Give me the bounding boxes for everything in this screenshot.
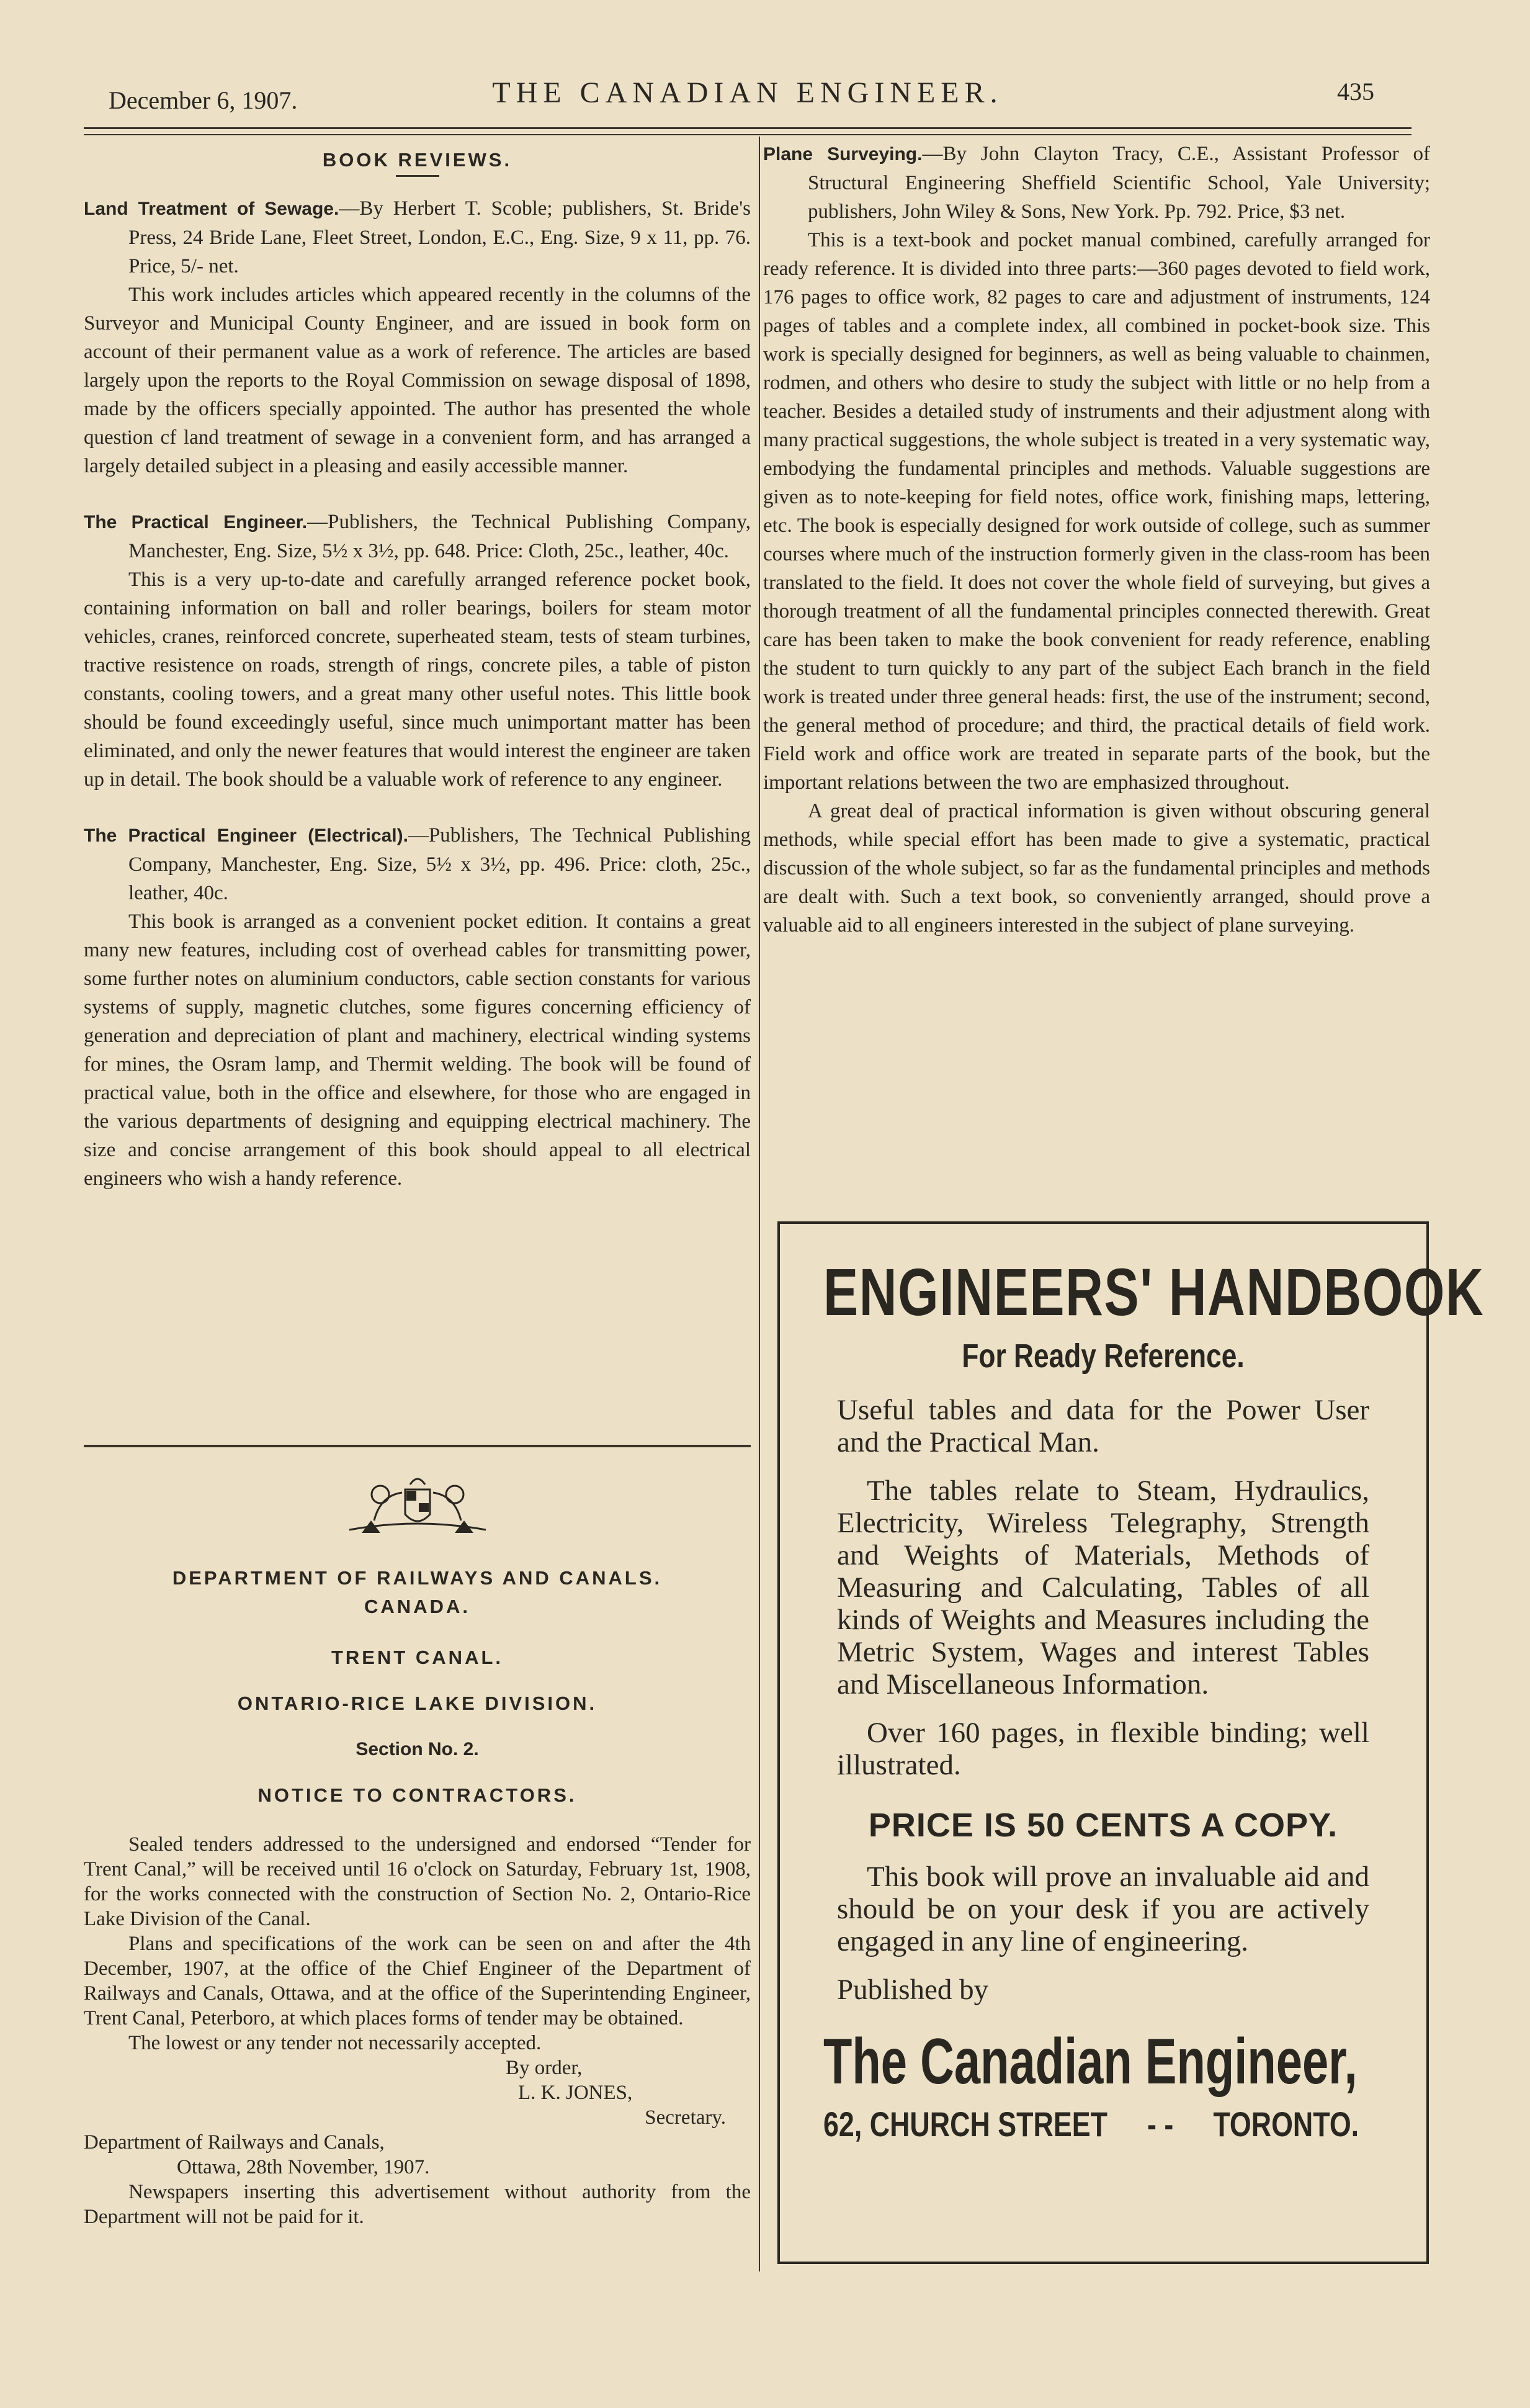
review-entry [84, 508, 751, 794]
header-rule-thin [84, 134, 1411, 135]
header-title: THE CANADIAN ENGINEER. [492, 76, 1003, 109]
notice-division: ONTARIO-RICE LAKE DIVISION. [237, 1692, 597, 1714]
section-separator [84, 1445, 751, 1447]
notice-paragraph: Sealed tenders addressed to the undersigned and endorsed “Tender for Trent Canal,” will be received until 16 o'clock on Saturday, February 1st, 1908, for the works connected with the construction of Section No. 2, Ontario-Rice Lake Division of the Canal. [84, 1833, 751, 1930]
notice-section: Section No. 2. [356, 1739, 479, 1759]
ad-paragraph: Useful tables and data for the Power User and the Practical Man. [837, 1394, 1369, 1458]
notice-canal: TRENT CANAL. [331, 1647, 504, 1668]
review-details: —Publishers, The Technical Publishing Company, Manchester, Eng. Size, 5½ x 3½, pp. 496. Price: cloth, 25c., leather, 40c. [128, 824, 751, 904]
handbook-advertisement [777, 1221, 1485, 2264]
header-date: December 6, 1907. [109, 86, 298, 114]
review-body: This book is arranged as a convenient pocket edition. It contains a great many new features, including cost of overhead cables for transmitting power, some further notes on aluminium conductors, cable section constants for various systems of supply, magnetic clutches, some figures concerning efficiency of generation and depreciation of plant and machinery, electrical winding systems for mines, the Osram lamp, and Thermit welding. The book will be found of practical value, both in the office and elsewhere, for those who are engaged in the various departments of designing and equipping electrical machinery. The size and concise arrangement of this book should appeal to all electrical engineers who wish a handy reference. [84, 910, 751, 1190]
ad-dash: - - [1147, 2105, 1174, 2144]
tender-notice [84, 1471, 751, 2229]
ad-publisher: The Canadian Engineer, [823, 2026, 1358, 2098]
notice-dept-sign: Department of Railways and Canals, [84, 2131, 385, 2154]
section-title: BOOK REVIEWS. [322, 149, 512, 171]
review-details: —By Herbert T. Scoble; publishers, St. Bride's Press, 24 Bride Lane, Fleet Street, London, E.C., Eng. Size, 9 x 11, pp. 76. Price, 5/- net. [128, 197, 751, 277]
review-details: —Publishers, the Technical Publishing Company, Manchester, Eng. Size, 5½ x 3½, pp. 648. Price: Cloth, 25c., leather, 40c. [128, 511, 751, 562]
review-title: Land Treatment of Sewage. [84, 199, 339, 219]
page-header [84, 73, 1411, 123]
review-head [84, 508, 751, 565]
notice-country: CANADA. [364, 1596, 470, 1617]
ad-paragraph: Over 160 pages, in flexible binding; well illustrated. [837, 1717, 1369, 1781]
notice-place-date: Ottawa, 28th November, 1907. [177, 2156, 430, 2178]
review-body: This is a text-book and pocket manual combined, carefully arranged for ready reference. It is divided into three parts:—360 pages devoted to field work, 176 pages to office work, 82 pages to care and adjustment of instruments, 124 pages of tables and a complete index, all combined in pocket-book size. This work is specially designed for beginners, as well as being valuable to chainmen, rodmen, and others who desire to study the subject with little or no help from a teacher. Besides a detailed study of instruments and their adjustment along with many practical suggestions, the whole subject is treated in a very systematic way, embodying the fundamental principles and methods. Valuable suggestions are given as to note-keeping for field notes, office work, finishing maps, lettering, etc. The book is especially designed for work outside of college, such as summer courses where much of the instruction formerly given in the class-room has been translated to the field. It does not cover the whole field of surveying, but gives a thorough treatment of all the fundamental principles connected therewith. Great care has been taken to make the book convenient for ready reference, enabling the student to turn quickly to any part of the subject Each branch in the field work is treated under three general heads: first, the use of the instrument; second, the general method of procedure; and third, the practical details of field work. Field work and office work are treated in separate parts of the book, but the important relations between the two are emphasized throughout. [763, 229, 1430, 794]
ad-paragraph: This book will prove an invaluable aid and should be on your desk if you are actively engaged in any line of engineering. [837, 1861, 1369, 1957]
ad-title: ENGINEERS' HANDBOOK [823, 1254, 1485, 1329]
ad-city: TORONTO. [1213, 2105, 1359, 2144]
column-divider [759, 137, 760, 2271]
notice-by-order: By order, [506, 2057, 583, 2079]
review-body: This work includes articles which appeared recently in the columns of the Surveyor and Municipal County Engineer, and are issued in book form on account of their permanent value as a work of reference. The articles are based largely upon the reports to the Royal Commission on sewage disposal of 1898, made by the officers specially appointed. The author has presented the whole question cf land treatment of sewage in a convenient form, and has arranged a largely detailed subject in a pleasing and easily accessible manner. [84, 284, 751, 477]
review-body: This is a very up-to-date and carefully arranged reference pocket book, containing information on ball and roller bearings, boilers for steam motor vehicles, cranes, reinforced concrete, superheated steam, tests of steam turbines, tractive resistence on roads, strength of rings, concrete piles, a table of piston constants, cooling towers, and a great many other useful notes. This little book should be found exceedingly useful, since much unimportant matter has been eliminated, and only the newer features that would interest the engineer are taken up in detail. The book should be a valuable work of reference to any engineer. [84, 568, 751, 791]
review-head [84, 194, 751, 281]
ad-address [823, 2104, 1359, 2144]
review-head [84, 821, 751, 907]
notice-dept: DEPARTMENT OF RAILWAYS AND CANALS. [172, 1567, 663, 1589]
left-column [84, 143, 751, 1193]
review-title: Plane Surveying. [763, 144, 923, 164]
notice-paragraph: Newspapers inserting this advertisement without authority from the Department will not be paid for it. [84, 2181, 751, 2228]
right-column [763, 140, 1430, 940]
notice-signer-title: Secretary. [645, 2106, 726, 2129]
ad-published-by: Published by [837, 1974, 989, 2006]
review-entry [84, 821, 751, 1193]
review-title: The Practical Engineer (Electrical). [84, 825, 408, 846]
review-title: The Practical Engineer. [84, 512, 308, 532]
review-head [763, 140, 1430, 226]
ad-subtitle: For Ready Reference. [962, 1337, 1245, 1375]
title-rule [396, 175, 439, 177]
royal-coat-of-arms-icon [337, 1471, 498, 1539]
header-rule [84, 127, 1411, 129]
notice-signer: L. K. JONES, [518, 2082, 633, 2104]
review-body: A great deal of practical information is given without obscuring general methods, while special effort has been made to give a systematic, practical discussion of the whole subject, so far as the fundamental principles and methods are dealt with. Such a text book, so conveniently arranged, should prove a valuable aid to all engineers interested in the subject of plane surveying. [763, 800, 1430, 937]
ad-street: 62, CHURCH STREET [823, 2105, 1108, 2144]
review-details: —By John Clayton Tracy, C.E., Assistant Professor of Structural Engineering Sheffield Scientific School, Yale University; publishers, John Wiley & Sons, New York. Pp. 792. Price, $3 net. [808, 143, 1431, 223]
review-entry [84, 194, 751, 480]
notice-paragraph: The lowest or any tender not necessarily accepted. [128, 2032, 542, 2054]
notice-heading: NOTICE TO CONTRACTORS. [257, 1784, 577, 1806]
notice-paragraph: Plans and specifications of the work can be seen on and after the 4th December, 1907, at the office of the Chief Engineer of the Department of Railways and Canals, Ottawa, and at the office of the Superintending Engineer, Trent Canal, Peterboro, at which places forms of tender may be obtained. [84, 1933, 751, 2029]
page-number: 435 [1337, 78, 1374, 106]
ad-paragraph: The tables relate to Steam, Hydraulics, Electricity, Wireless Telegraphy, Strength and Weights of Materials, Methods of Measuring and Calculating, Tables of all kinds of Weights and Measures including the Metric System, Wages and interest Tables and Miscellaneous Information. [837, 1475, 1369, 1700]
ad-price: PRICE IS 50 CENTS A COPY. [868, 1807, 1338, 1844]
